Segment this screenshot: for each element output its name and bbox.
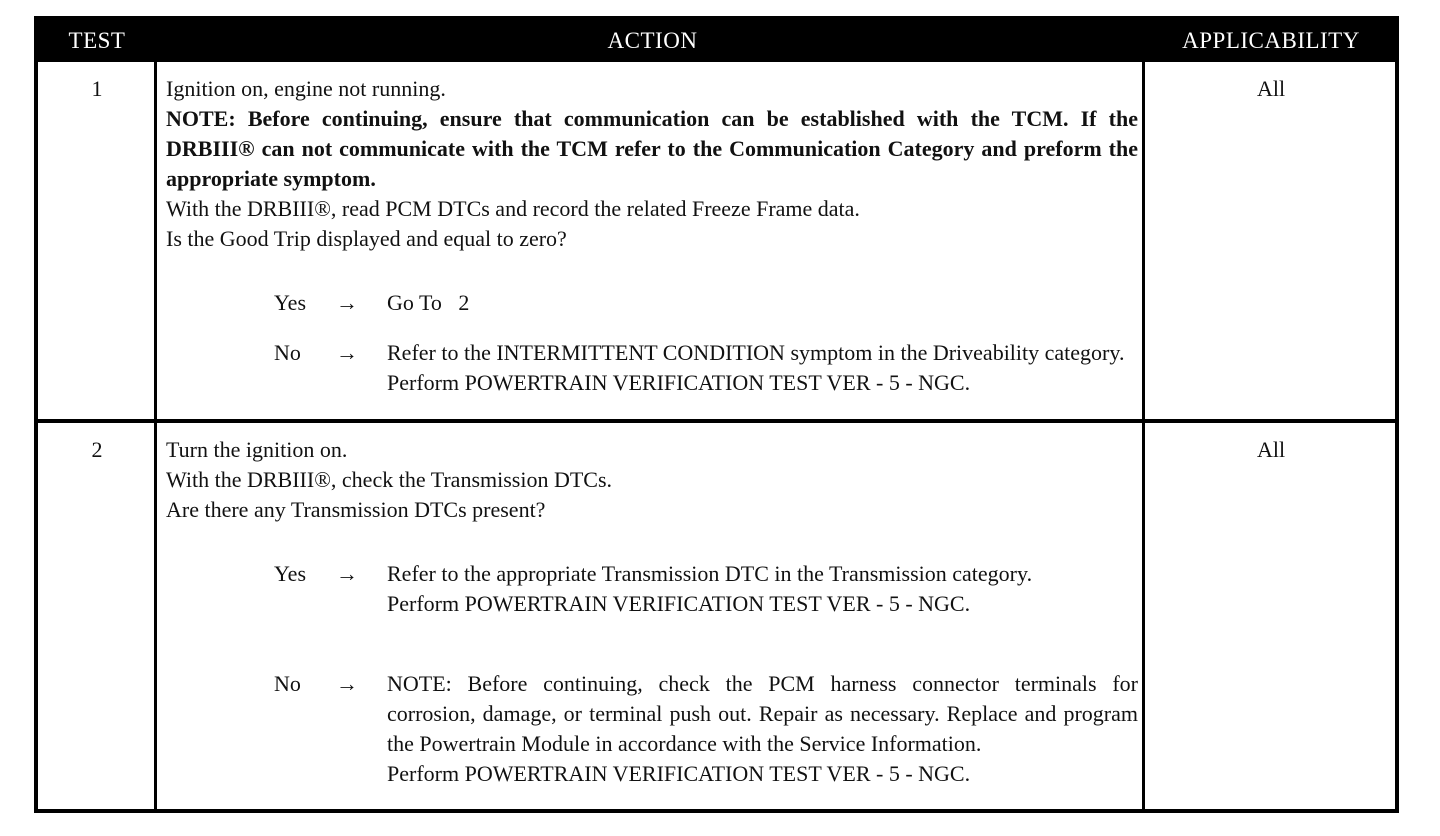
- action-line: With the DRBIII®, check the Transmission DTCs.: [166, 467, 613, 492]
- action-line: With the DRBIII®, read PCM DTCs and record the related Freeze Frame data.: [166, 196, 860, 221]
- action-line: Turn the ignition on.: [166, 437, 348, 462]
- action-line: Ignition on, engine not running.: [166, 76, 446, 101]
- yes-label: Yes: [274, 561, 307, 586]
- no-result: [387, 669, 1138, 789]
- header-action: ACTION: [607, 28, 698, 53]
- result-text: Go To 2: [387, 290, 470, 315]
- applicability-1: All: [1256, 76, 1286, 101]
- perform-text: Perform POWERTRAIN VERIFICATION TEST VER - 5 - NGC.: [387, 761, 971, 786]
- header-test: TEST: [68, 28, 126, 53]
- arrow-icon: →: [336, 340, 358, 365]
- test-number-1: 1: [91, 76, 103, 101]
- result-text: Refer to the INTERMITTENT CONDITION symptom in the Driveability category.: [387, 340, 1125, 365]
- action-cell-1: [166, 74, 1138, 254]
- arrow-icon: →: [336, 671, 358, 696]
- yes-result: [387, 288, 1138, 318]
- question-text: Are there any Transmission DTCs present?: [166, 497, 546, 522]
- note-text: NOTE: Before continuing, ensure that communication can be established with the TCM. If the DRBIII® can not communicate with the TCM refer to the Communication Category and preform the appropriate symptom.: [166, 106, 1138, 191]
- perform-text: Perform POWERTRAIN VERIFICATION TEST VER - 5 - NGC.: [387, 591, 971, 616]
- no-label: No: [274, 340, 301, 365]
- applicability-2: All: [1256, 437, 1286, 462]
- yes-label: Yes: [274, 290, 307, 315]
- diagnostic-test-table: [34, 16, 1399, 813]
- arrow-icon: →: [336, 561, 358, 586]
- row-divider: [38, 419, 1395, 423]
- action-cell-2: [166, 435, 1138, 525]
- yes-result: [387, 559, 1138, 619]
- table-header: [38, 20, 1395, 62]
- test-number-2: 2: [91, 437, 103, 462]
- question-text: Is the Good Trip displayed and equal to zero?: [166, 226, 567, 251]
- no-result: [387, 338, 1138, 398]
- arrow-icon: →: [336, 290, 358, 315]
- perform-text: Perform POWERTRAIN VERIFICATION TEST VER - 5 - NGC.: [387, 370, 971, 395]
- result-text: Refer to the appropriate Transmission DTC in the Transmission category.: [387, 561, 1033, 586]
- result-text: NOTE: Before continuing, check the PCM harness connector terminals for corrosion, damage, or terminal push out. Repair as necessary. Replace and program the Powertrain Module in accordance with the Service Information.: [387, 671, 1138, 756]
- column-divider: [1142, 62, 1145, 809]
- header-applicability: APPLICABILITY: [1182, 28, 1360, 53]
- no-label: No: [274, 671, 301, 696]
